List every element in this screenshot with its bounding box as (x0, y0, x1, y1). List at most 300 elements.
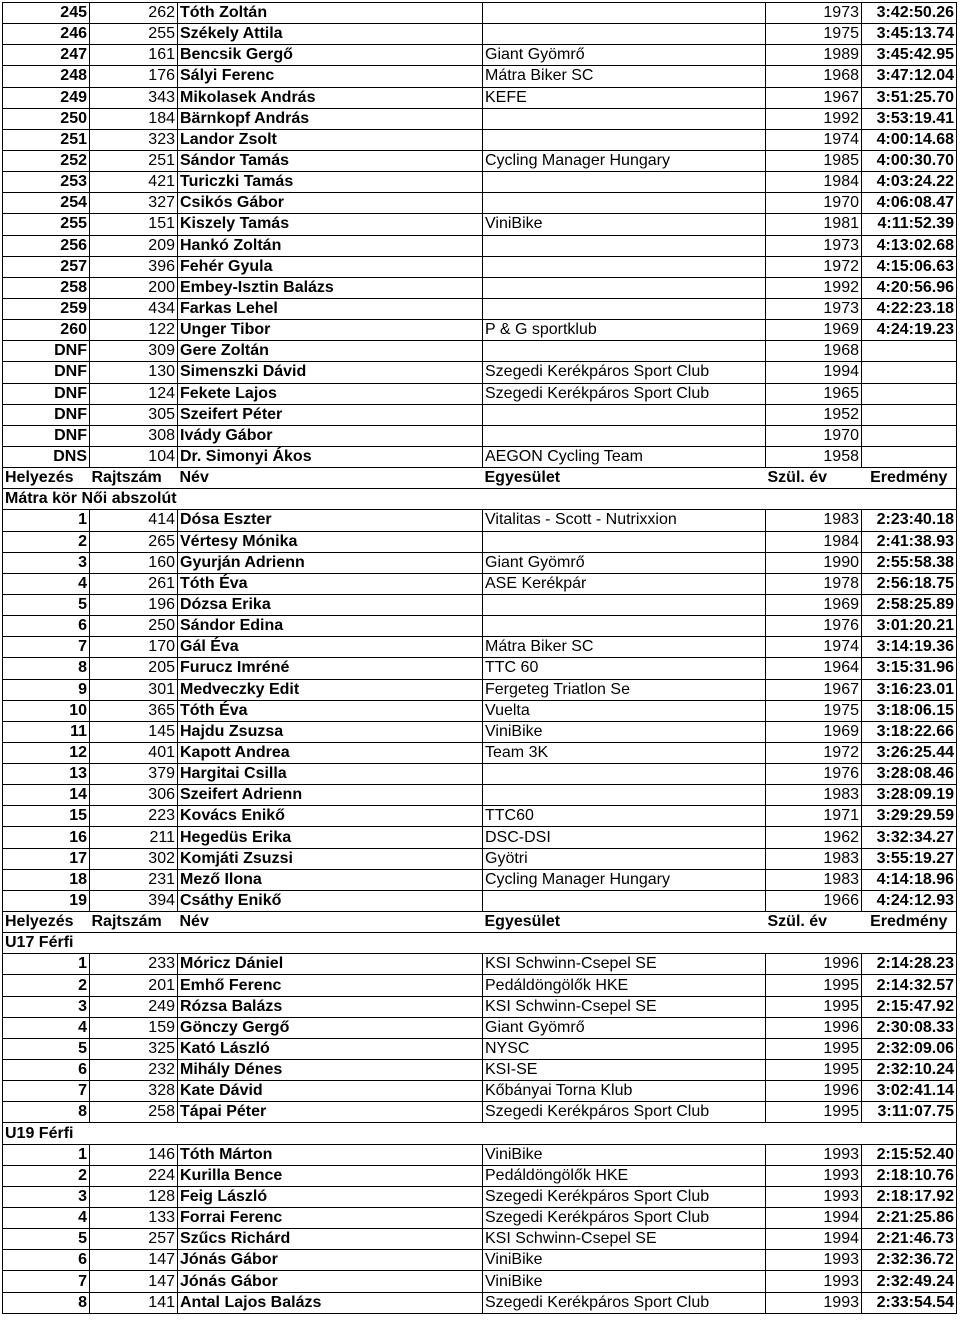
cell-bib: 151 (90, 214, 178, 235)
cell-name: Medveczky Edit (178, 679, 483, 700)
cell-bib: 145 (90, 721, 178, 742)
cell-name: Komjáti Zsuzsi (178, 848, 483, 869)
table-row (3, 66, 957, 87)
cell-bib: 147 (90, 1250, 178, 1271)
cell-club: Szegedi Kerékpáros Sport Club (483, 1292, 766, 1313)
cell-bib: 147 (90, 1271, 178, 1292)
cell-place: 10 (3, 700, 90, 721)
cell-bib: 161 (90, 45, 178, 66)
cell-result: 4:06:08.47 (862, 193, 957, 214)
cell-year: 1981 (766, 214, 862, 235)
cell-name: Dr. Simonyi Ákos (178, 446, 483, 467)
cell-place: 5 (3, 1038, 90, 1059)
cell-club: Gyötri (483, 848, 766, 869)
cell-place: 4 (3, 1017, 90, 1038)
cell-result: 3:18:06.15 (862, 700, 957, 721)
header-bib: Rajtszám (90, 468, 178, 489)
cell-bib: 205 (90, 658, 178, 679)
cell-name: Kapott Andrea (178, 742, 483, 763)
cell-place: 249 (3, 87, 90, 108)
cell-name: Gyurján Adrienn (178, 552, 483, 573)
cell-name: Tóth Zoltán (178, 3, 483, 24)
table-row (3, 3, 957, 24)
cell-bib: 261 (90, 573, 178, 594)
cell-place: 4 (3, 573, 90, 594)
cell-year: 1985 (766, 150, 862, 171)
cell-club: ASE Kerékpár (483, 573, 766, 594)
cell-result: 2:30:08.33 (862, 1017, 957, 1038)
header-bib: Rajtszám (90, 912, 178, 933)
cell-year: 1972 (766, 256, 862, 277)
cell-place: 2 (3, 1165, 90, 1186)
cell-club: Giant Gyömrő (483, 552, 766, 573)
cell-bib: 434 (90, 298, 178, 319)
table-row (3, 1271, 957, 1292)
cell-club (483, 172, 766, 193)
cell-club (483, 425, 766, 446)
cell-result (862, 383, 957, 404)
cell-result: 3:45:42.95 (862, 45, 957, 66)
cell-place: 11 (3, 721, 90, 742)
table-row (3, 869, 957, 890)
cell-year: 1969 (766, 594, 862, 615)
section-title: Mátra kör Női abszolút (3, 489, 957, 510)
cell-year: 1973 (766, 3, 862, 24)
cell-name: Ivády Gábor (178, 425, 483, 446)
cell-name: Csáthy Enikő (178, 890, 483, 911)
table-row (3, 658, 957, 679)
table-row (3, 700, 957, 721)
cell-club (483, 594, 766, 615)
cell-place: DNF (3, 341, 90, 362)
cell-place: 3 (3, 1186, 90, 1207)
cell-result: 2:14:32.57 (862, 975, 957, 996)
cell-club: Szegedi Kerékpáros Sport Club (483, 362, 766, 383)
cell-bib: 231 (90, 869, 178, 890)
cell-name: Tóth Éva (178, 700, 483, 721)
cell-year: 1993 (766, 1292, 862, 1313)
cell-result: 2:23:40.18 (862, 510, 957, 531)
cell-bib: 196 (90, 594, 178, 615)
cell-year: 1964 (766, 658, 862, 679)
cell-club (483, 785, 766, 806)
cell-result: 2:32:36.72 (862, 1250, 957, 1271)
cell-name: Dózsa Erika (178, 594, 483, 615)
cell-result: 2:32:49.24 (862, 1271, 957, 1292)
cell-result: 2:21:25.86 (862, 1208, 957, 1229)
cell-name: Emhő Ferenc (178, 975, 483, 996)
cell-place: 4 (3, 1208, 90, 1229)
cell-year: 1995 (766, 996, 862, 1017)
table-row (3, 1038, 957, 1059)
cell-bib: 265 (90, 531, 178, 552)
cell-year: 1966 (766, 890, 862, 911)
cell-club: P & G sportklub (483, 320, 766, 341)
cell-year: 1993 (766, 1144, 862, 1165)
table-row (3, 573, 957, 594)
cell-result: 2:41:38.93 (862, 531, 957, 552)
cell-name: Hankó Zoltán (178, 235, 483, 256)
cell-bib: 133 (90, 1208, 178, 1229)
cell-club: TTC60 (483, 806, 766, 827)
cell-result: 2:21:46.73 (862, 1229, 957, 1250)
cell-place: 8 (3, 658, 90, 679)
table-row (3, 827, 957, 848)
cell-name: Fehér Gyula (178, 256, 483, 277)
cell-bib: 414 (90, 510, 178, 531)
table-row (3, 1081, 957, 1102)
cell-bib: 184 (90, 108, 178, 129)
results-document (2, 2, 957, 1314)
cell-bib: 124 (90, 383, 178, 404)
cell-result: 4:14:18.96 (862, 869, 957, 890)
cell-club (483, 3, 766, 24)
cell-club: ViniBike (483, 1144, 766, 1165)
cell-bib: 401 (90, 742, 178, 763)
cell-bib: 379 (90, 764, 178, 785)
cell-club (483, 341, 766, 362)
cell-result: 3:28:08.46 (862, 764, 957, 785)
cell-result: 2:15:52.40 (862, 1144, 957, 1165)
cell-year: 1993 (766, 1271, 862, 1292)
cell-name: Gál Éva (178, 637, 483, 658)
cell-name: Bencsik Gergő (178, 45, 483, 66)
table-row (3, 1186, 957, 1207)
cell-year: 1971 (766, 806, 862, 827)
section-title: U17 Férfi (3, 933, 957, 954)
cell-year: 1996 (766, 1081, 862, 1102)
cell-year: 1958 (766, 446, 862, 467)
cell-club: Szegedi Kerékpáros Sport Club (483, 383, 766, 404)
cell-club (483, 193, 766, 214)
table-row (3, 679, 957, 700)
cell-result: 2:18:17.92 (862, 1186, 957, 1207)
table-row (3, 24, 957, 45)
cell-club (483, 129, 766, 150)
cell-result: 4:24:12.93 (862, 890, 957, 911)
header-year: Szül. év (766, 468, 862, 489)
cell-bib: 327 (90, 193, 178, 214)
cell-year: 1992 (766, 108, 862, 129)
cell-result (862, 341, 957, 362)
cell-year: 1974 (766, 637, 862, 658)
cell-bib: 396 (90, 256, 178, 277)
cell-name: Mikolasek András (178, 87, 483, 108)
cell-bib: 305 (90, 404, 178, 425)
cell-result: 2:32:09.06 (862, 1038, 957, 1059)
cell-club: Pedáldöngölők HKE (483, 1165, 766, 1186)
cell-year: 1967 (766, 679, 862, 700)
header-name: Név (178, 912, 483, 933)
cell-name: Turiczki Tamás (178, 172, 483, 193)
cell-bib: 343 (90, 87, 178, 108)
cell-club: KEFE (483, 87, 766, 108)
cell-club: Kőbányai Torna Klub (483, 1081, 766, 1102)
cell-name: Kató László (178, 1038, 483, 1059)
cell-name: Sályi Ferenc (178, 66, 483, 87)
cell-club: Giant Gyömrő (483, 45, 766, 66)
cell-result: 3:16:23.01 (862, 679, 957, 700)
cell-year: 1989 (766, 45, 862, 66)
cell-name: Mező Ilona (178, 869, 483, 890)
cell-result: 3:51:25.70 (862, 87, 957, 108)
table-row (3, 637, 957, 658)
cell-result (862, 446, 957, 467)
table-row (3, 341, 957, 362)
cell-place: 17 (3, 848, 90, 869)
cell-name: Embey-Isztin Balázs (178, 277, 483, 298)
table-row (3, 320, 957, 341)
table-row (3, 996, 957, 1017)
cell-place: 245 (3, 3, 90, 24)
cell-name: Szeifert Péter (178, 404, 483, 425)
cell-result: 2:56:18.75 (862, 573, 957, 594)
table-row (3, 975, 957, 996)
cell-place: 7 (3, 1271, 90, 1292)
cell-place: 260 (3, 320, 90, 341)
cell-club: Cycling Manager Hungary (483, 150, 766, 171)
cell-name: Sándor Edina (178, 616, 483, 637)
cell-place: 3 (3, 996, 90, 1017)
table-row (3, 721, 957, 742)
cell-name: Feig László (178, 1186, 483, 1207)
cell-place: 9 (3, 679, 90, 700)
cell-place: DNF (3, 362, 90, 383)
header-result: Eredmény (862, 912, 957, 933)
cell-result: 3:53:19.41 (862, 108, 957, 129)
cell-result: 3:01:20.21 (862, 616, 957, 637)
cell-bib: 233 (90, 954, 178, 975)
cell-year: 1975 (766, 24, 862, 45)
cell-club: Team 3K (483, 742, 766, 763)
cell-place: DNF (3, 425, 90, 446)
table-row (3, 1144, 957, 1165)
cell-year: 1984 (766, 531, 862, 552)
cell-bib: 250 (90, 616, 178, 637)
table-row (3, 446, 957, 467)
cell-club: NYSC (483, 1038, 766, 1059)
cell-year: 1993 (766, 1250, 862, 1271)
cell-name: Gere Zoltán (178, 341, 483, 362)
cell-year: 1975 (766, 700, 862, 721)
cell-name: Farkas Lehel (178, 298, 483, 319)
cell-bib: 232 (90, 1060, 178, 1081)
cell-result: 4:13:02.68 (862, 235, 957, 256)
cell-place: 6 (3, 616, 90, 637)
cell-year: 1992 (766, 277, 862, 298)
results-body (3, 3, 957, 1314)
cell-year: 1993 (766, 1165, 862, 1186)
results-table (2, 2, 957, 1314)
header-club: Egyesület (483, 468, 766, 489)
cell-place: 19 (3, 890, 90, 911)
cell-year: 1984 (766, 172, 862, 193)
cell-place: 1 (3, 1144, 90, 1165)
cell-name: Bärnkopf András (178, 108, 483, 129)
table-row (3, 510, 957, 531)
cell-club: Cycling Manager Hungary (483, 869, 766, 890)
cell-place: 3 (3, 552, 90, 573)
table-row (3, 1165, 957, 1186)
section-title-row (3, 1123, 957, 1144)
cell-result (862, 362, 957, 383)
cell-place: 257 (3, 256, 90, 277)
cell-name: Antal Lajos Balázs (178, 1292, 483, 1313)
cell-year: 1976 (766, 764, 862, 785)
cell-club: TTC 60 (483, 658, 766, 679)
cell-bib: 394 (90, 890, 178, 911)
cell-bib: 306 (90, 785, 178, 806)
cell-result: 4:00:30.70 (862, 150, 957, 171)
cell-result: 3:18:22.66 (862, 721, 957, 742)
cell-name: Forrai Ferenc (178, 1208, 483, 1229)
cell-year: 1969 (766, 320, 862, 341)
cell-year: 1996 (766, 954, 862, 975)
cell-bib: 258 (90, 1102, 178, 1123)
cell-year: 1983 (766, 510, 862, 531)
table-row (3, 256, 957, 277)
cell-bib: 249 (90, 996, 178, 1017)
cell-year: 1970 (766, 193, 862, 214)
cell-year: 1994 (766, 362, 862, 383)
cell-place: 253 (3, 172, 90, 193)
cell-bib: 176 (90, 66, 178, 87)
cell-name: Szűcs Richárd (178, 1229, 483, 1250)
cell-bib: 223 (90, 806, 178, 827)
table-row (3, 764, 957, 785)
header-result: Eredmény (862, 468, 957, 489)
cell-name: Hargitai Csilla (178, 764, 483, 785)
cell-result: 3:45:13.74 (862, 24, 957, 45)
cell-result: 4:24:19.23 (862, 320, 957, 341)
cell-place: 256 (3, 235, 90, 256)
cell-name: Jónás Gábor (178, 1250, 483, 1271)
cell-bib: 209 (90, 235, 178, 256)
cell-result: 4:03:24.22 (862, 172, 957, 193)
cell-place: DNF (3, 383, 90, 404)
cell-result: 2:15:47.92 (862, 996, 957, 1017)
cell-year: 1996 (766, 1017, 862, 1038)
cell-name: Tóth Márton (178, 1144, 483, 1165)
cell-name: Landor Zsolt (178, 129, 483, 150)
cell-result: 2:58:25.89 (862, 594, 957, 615)
table-row (3, 1292, 957, 1313)
table-row (3, 785, 957, 806)
cell-place: 5 (3, 1229, 90, 1250)
cell-place: 7 (3, 1081, 90, 1102)
cell-year: 1983 (766, 785, 862, 806)
cell-year: 1967 (766, 87, 862, 108)
cell-place: 7 (3, 637, 90, 658)
cell-name: Gönczy Gergő (178, 1017, 483, 1038)
cell-year: 1952 (766, 404, 862, 425)
cell-place: 12 (3, 742, 90, 763)
table-row (3, 848, 957, 869)
column-header-row (3, 468, 957, 489)
table-row (3, 298, 957, 319)
cell-club: KSI-SE (483, 1060, 766, 1081)
cell-bib: 159 (90, 1017, 178, 1038)
cell-name: Vértesy Mónika (178, 531, 483, 552)
cell-result: 2:33:54.54 (862, 1292, 957, 1313)
cell-name: Tóth Éva (178, 573, 483, 594)
cell-bib: 141 (90, 1292, 178, 1313)
cell-club: ViniBike (483, 214, 766, 235)
cell-year: 1995 (766, 1060, 862, 1081)
cell-result: 2:14:28.23 (862, 954, 957, 975)
cell-year: 1962 (766, 827, 862, 848)
cell-club (483, 277, 766, 298)
table-row (3, 1017, 957, 1038)
cell-place: 1 (3, 954, 90, 975)
cell-name: Simenszki Dávid (178, 362, 483, 383)
section-title-row (3, 933, 957, 954)
cell-result: 2:32:10.24 (862, 1060, 957, 1081)
header-club: Egyesület (483, 912, 766, 933)
section-title-row (3, 489, 957, 510)
cell-name: Dósa Eszter (178, 510, 483, 531)
table-row (3, 150, 957, 171)
cell-club (483, 616, 766, 637)
cell-name: Hajdu Zsuzsa (178, 721, 483, 742)
cell-year: 1976 (766, 616, 862, 637)
cell-year: 1994 (766, 1229, 862, 1250)
cell-bib: 255 (90, 24, 178, 45)
cell-bib: 201 (90, 975, 178, 996)
table-row (3, 383, 957, 404)
header-year: Szül. év (766, 912, 862, 933)
column-header-row (3, 912, 957, 933)
cell-bib: 128 (90, 1186, 178, 1207)
cell-club (483, 256, 766, 277)
table-row (3, 362, 957, 383)
cell-result: 3:29:29.59 (862, 806, 957, 827)
cell-name: Jónás Gábor (178, 1271, 483, 1292)
cell-bib: 104 (90, 446, 178, 467)
cell-year: 1990 (766, 552, 862, 573)
cell-bib: 170 (90, 637, 178, 658)
cell-place: 13 (3, 764, 90, 785)
cell-year: 1972 (766, 742, 862, 763)
header-place: Helyezés (3, 468, 90, 489)
cell-place: 259 (3, 298, 90, 319)
cell-place: 5 (3, 594, 90, 615)
cell-name: Furucz Imréné (178, 658, 483, 679)
cell-result: 3:11:07.75 (862, 1102, 957, 1123)
cell-bib: 130 (90, 362, 178, 383)
cell-name: Fekete Lajos (178, 383, 483, 404)
cell-name: Móricz Dániel (178, 954, 483, 975)
cell-year: 1993 (766, 1186, 862, 1207)
cell-club (483, 24, 766, 45)
cell-club (483, 298, 766, 319)
cell-place: 252 (3, 150, 90, 171)
cell-club (483, 531, 766, 552)
cell-bib: 160 (90, 552, 178, 573)
cell-result: 3:15:31.96 (862, 658, 957, 679)
cell-place: 6 (3, 1060, 90, 1081)
table-row (3, 425, 957, 446)
cell-club: KSI Schwinn-Csepel SE (483, 996, 766, 1017)
cell-bib: 309 (90, 341, 178, 362)
cell-result (862, 425, 957, 446)
cell-name: Kurilla Bence (178, 1165, 483, 1186)
cell-bib: 301 (90, 679, 178, 700)
cell-bib: 262 (90, 3, 178, 24)
cell-place: 254 (3, 193, 90, 214)
cell-club: AEGON Cycling Team (483, 446, 766, 467)
cell-place: 2 (3, 531, 90, 552)
